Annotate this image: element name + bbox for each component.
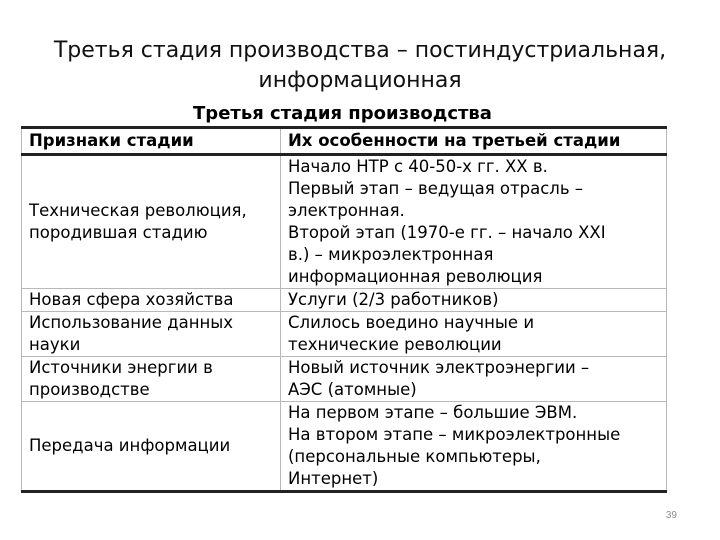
cell-line: информационная революция — [288, 267, 543, 286]
cell-line: электронная. — [288, 201, 405, 220]
details-cell — [281, 155, 667, 289]
cell-line: Начало НТР с 40-50-х гг. XX в. — [288, 157, 548, 176]
table-row — [22, 312, 667, 357]
details-cell — [281, 289, 667, 312]
cell-line: в.) – микроэлектронная — [288, 245, 494, 264]
cell-line: Использование данных — [29, 313, 234, 332]
cell-line: породившая стадию — [29, 223, 208, 242]
feature-cell — [22, 155, 281, 289]
header-features: Признаки стадии — [22, 128, 281, 155]
table-row — [22, 289, 667, 312]
details-cell — [281, 312, 667, 357]
feature-cell — [22, 402, 281, 492]
cell-line: Техническая революция, — [29, 201, 247, 220]
cell-line: Передача информации — [29, 436, 231, 455]
details-cell — [281, 402, 667, 492]
cell-line: Слилось воедино научные и — [288, 313, 535, 332]
table-row — [22, 155, 667, 289]
header-details: Их особенности на третьей стадии — [281, 128, 667, 155]
slide-title — [20, 36, 700, 96]
cell-line: Новый источник электроэнергии – — [288, 358, 590, 377]
cell-line: науки — [29, 335, 81, 354]
slide-title-line: информационная — [258, 68, 462, 93]
cell-line: производстве — [29, 380, 150, 399]
table-caption: Третья стадия производства — [193, 103, 492, 124]
cell-line: Интернет) — [288, 469, 379, 488]
cell-line: технические революции — [288, 335, 502, 354]
cell-line: АЭС (атомные) — [288, 380, 417, 399]
cell-line: На первом этапе – большие ЭВМ. — [288, 403, 578, 422]
stage-features-table — [21, 126, 667, 493]
table-row — [22, 357, 667, 402]
cell-line: Источники энергии в — [29, 358, 213, 377]
feature-cell — [22, 312, 281, 357]
feature-cell — [22, 357, 281, 402]
page-number: 39 — [665, 510, 677, 521]
feature-cell — [22, 289, 281, 312]
cell-line: Первый этап – ведущая отрасль – — [288, 179, 584, 198]
table-row — [22, 402, 667, 492]
slide-title-line: Третья стадия производства – постиндустриальная, — [53, 38, 667, 63]
table-header-row — [22, 128, 667, 155]
cell-line: Второй этап (1970-е гг. – начало XXI — [288, 223, 606, 242]
cell-line: (персональные компьютеры, — [288, 447, 541, 466]
cell-line: На втором этапе – микроэлектронные — [288, 425, 621, 444]
details-cell — [281, 357, 667, 402]
cell-line: Услуги (2/3 работников) — [288, 290, 499, 309]
cell-line: Новая сфера хозяйства — [29, 290, 234, 309]
